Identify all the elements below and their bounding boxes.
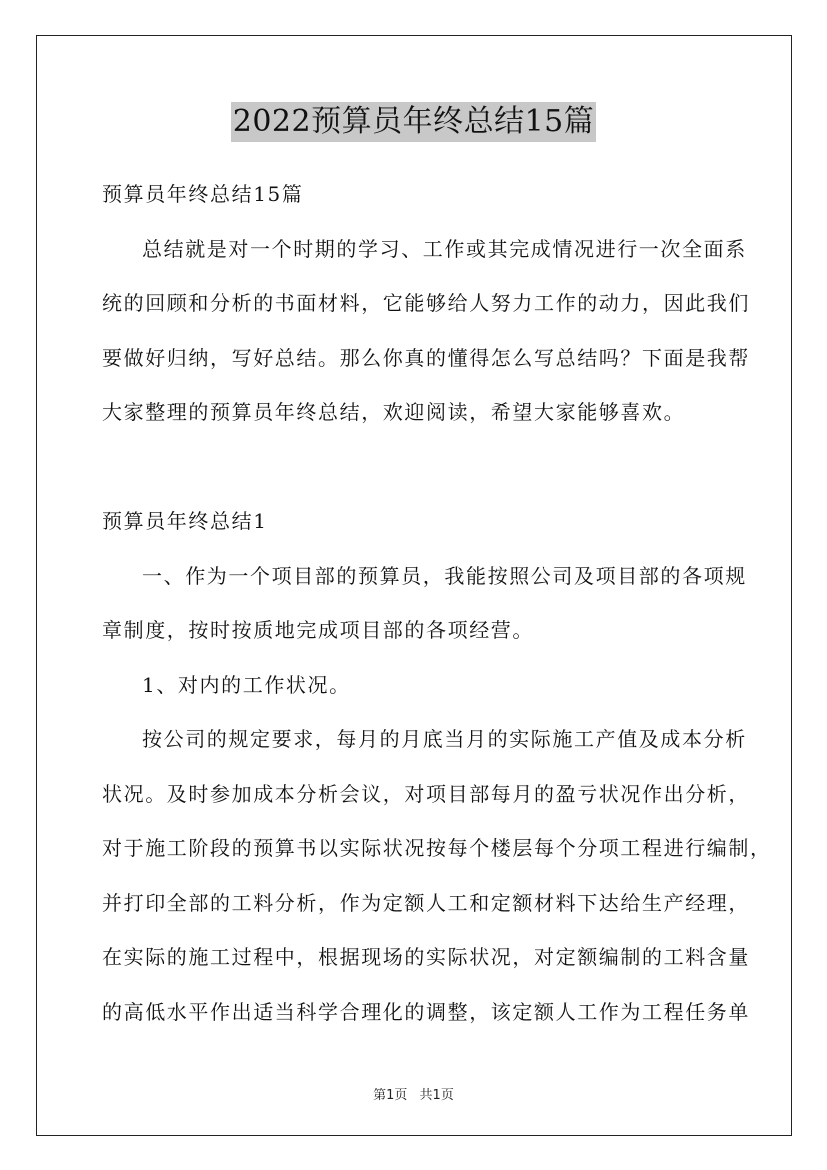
paragraph-line: 按公司的规定要求，每月的月底当月的实际施工产值及成本分析	[142, 727, 747, 751]
paragraph-line: 状况。及时参加成本分析会议，对项目部每月的盈亏状况作出分析，	[102, 781, 750, 806]
intro-line: 要做好归纳，写好总结。那么你真的懂得怎么写总结吗？下面是我帮	[102, 345, 750, 370]
intro-line: 大家整理的预算员年终总结，欢迎阅读，希望大家能够喜欢。	[102, 400, 686, 424]
intro-line: 总结就是对一个时期的学习、工作或其完成情况进行一次全面系	[142, 236, 747, 261]
subtitle: 预算员年终总结15篇	[102, 182, 304, 206]
page-footer: 第1页 共1页	[373, 1088, 454, 1103]
document-title: 2022预算员年终总结15篇	[231, 102, 597, 142]
paragraph-line: 并打印全部的工料分析，作为定额人工和定额材料下达给生产经理，	[102, 890, 750, 915]
paragraph-line: 对于施工阶段的预算书以实际状况按每个楼层每个分项工程进行编制，	[102, 836, 772, 860]
paragraph-line: 的高低水平作出适当科学合理化的调整，该定额人工作为工程任务单	[102, 999, 750, 1024]
paragraph-line: 在实际的施工过程中，根据现场的实际状况，对定额编制的工料含量	[102, 945, 750, 969]
section-heading: 预算员年终总结1	[102, 509, 268, 533]
paragraph-line: 一、作为一个项目部的预算员，我能按照公司及项目部的各项规	[142, 563, 747, 588]
paragraph-line: 章制度，按时按质地完成项目部的各项经营。	[102, 618, 534, 642]
list-item: 1、对内的工作状况。	[142, 672, 351, 697]
title-wrap	[0, 102, 827, 142]
blank-line	[102, 445, 742, 500]
intro-line: 统的回顾和分析的书面材料，它能够给人努力工作的动力，因此我们	[102, 291, 750, 315]
document-body	[102, 172, 772, 1044]
